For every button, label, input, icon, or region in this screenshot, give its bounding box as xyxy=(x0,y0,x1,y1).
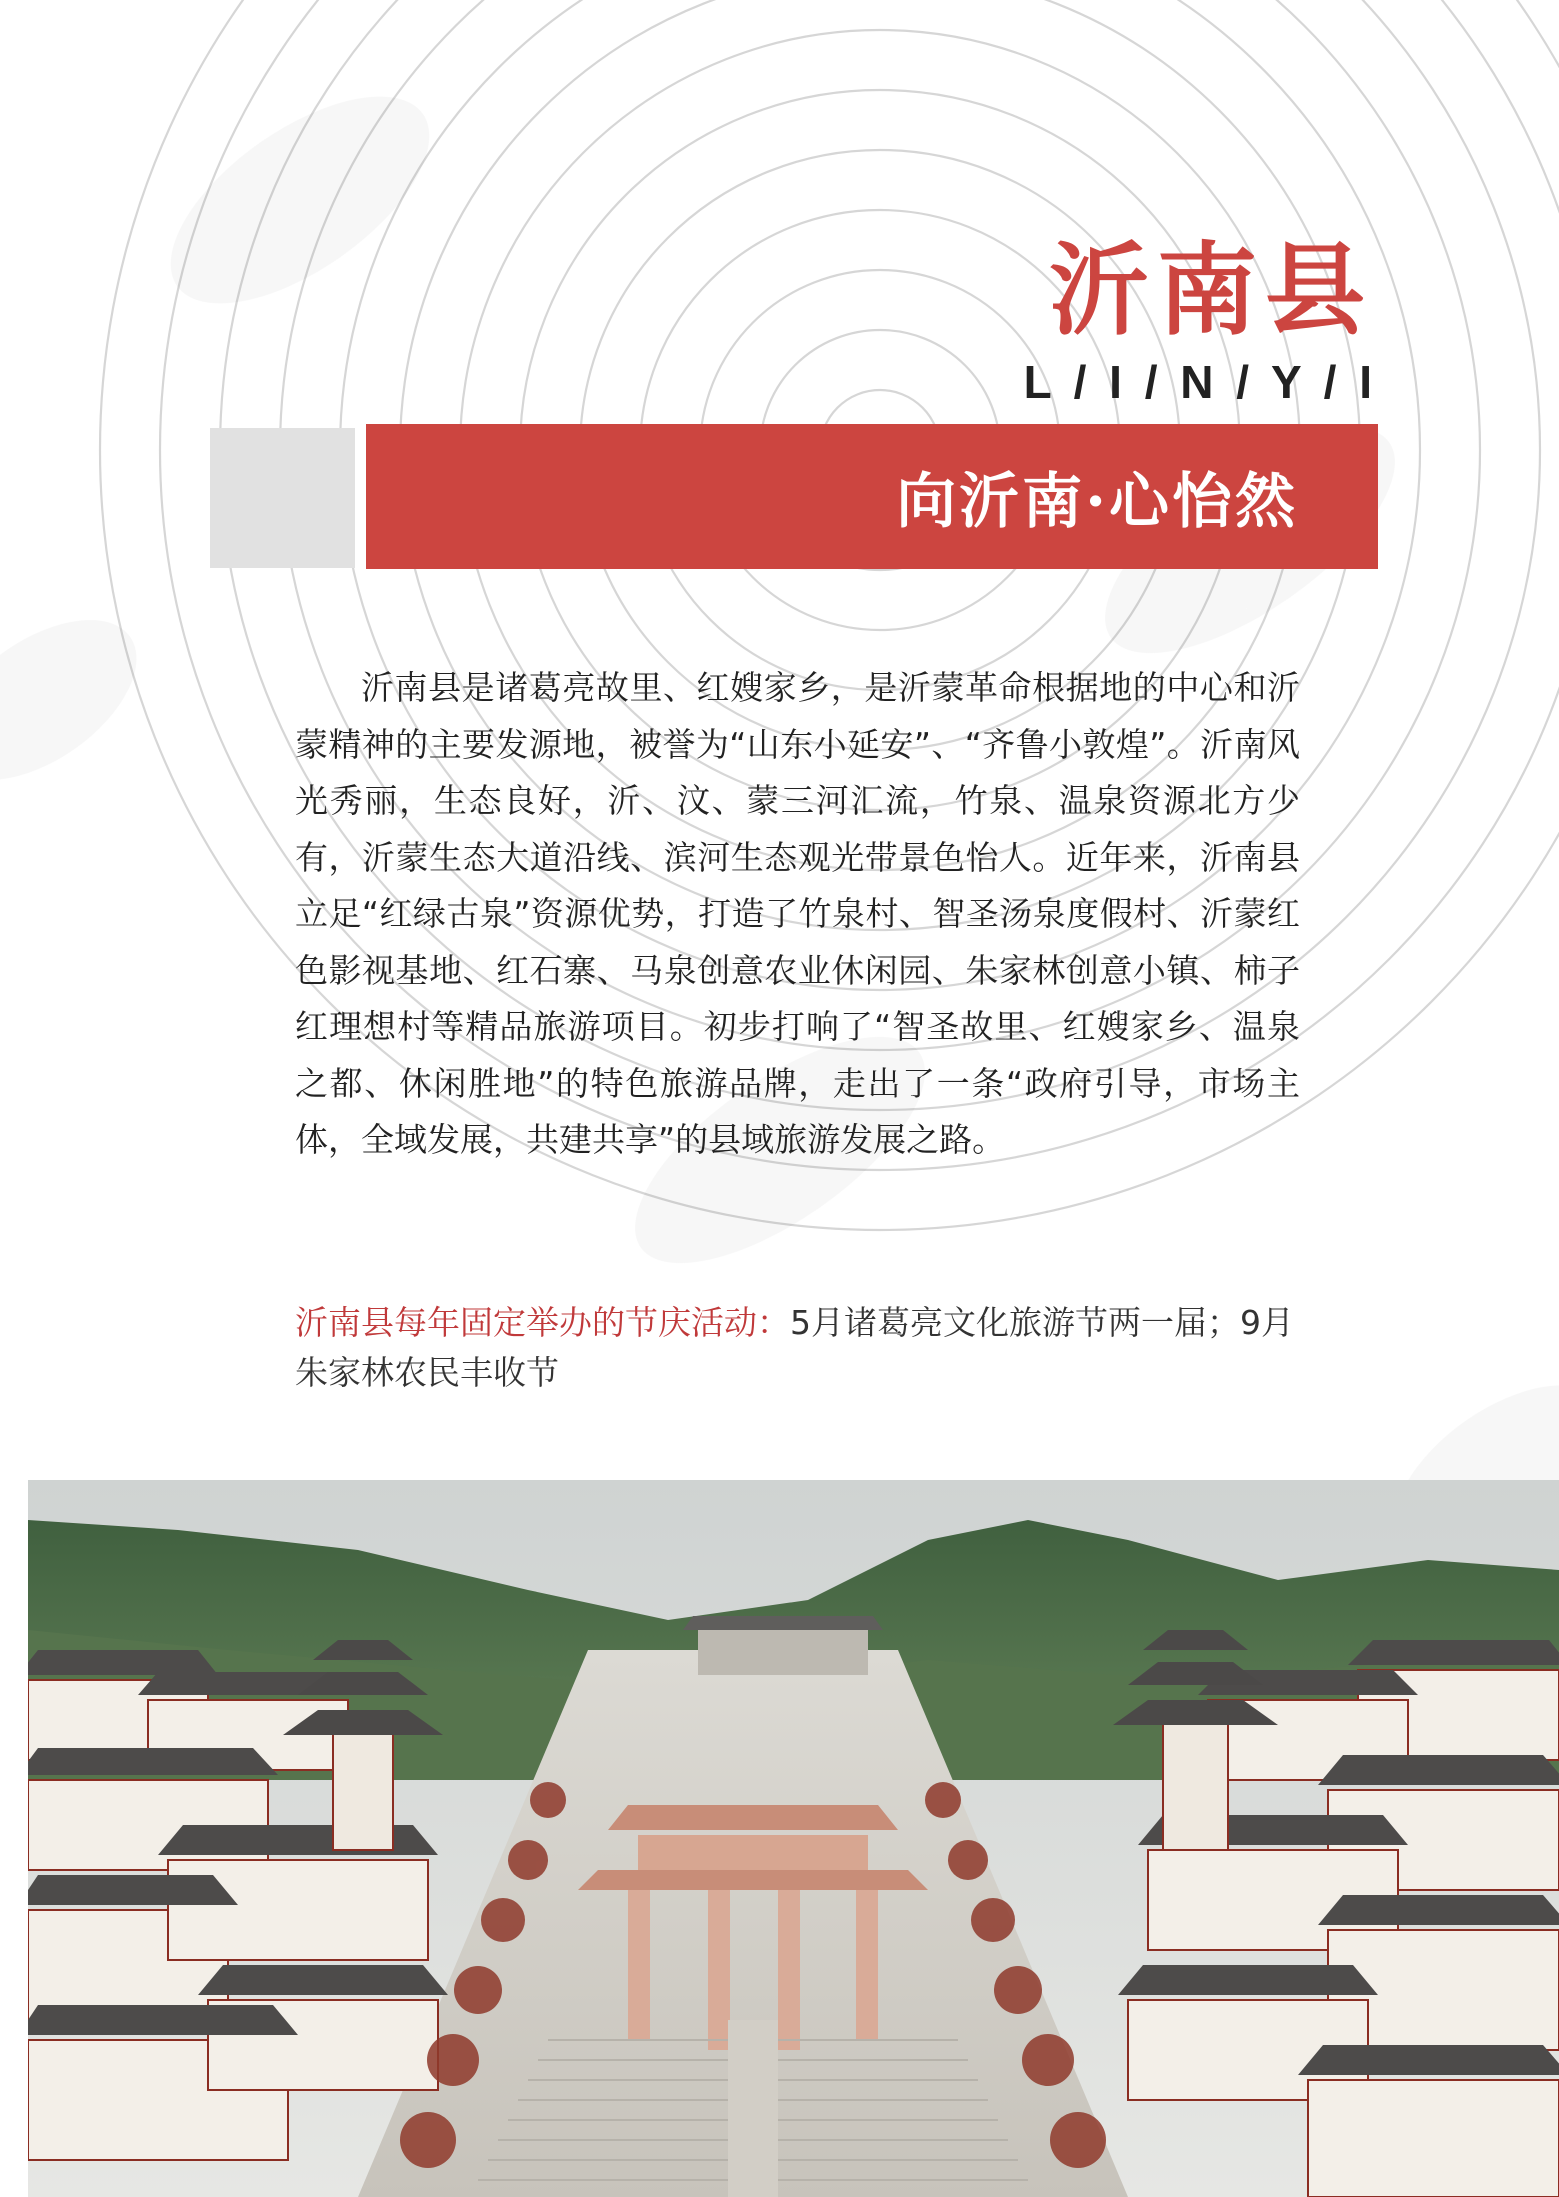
title-pinyin: L / I / N / Y / I xyxy=(1023,356,1377,408)
festival-label: 沂南县每年固定举办的节庆活动： xyxy=(295,1303,790,1342)
banner-gray-block xyxy=(210,428,355,568)
page-title: 沂南县 xyxy=(1049,231,1373,349)
intro-paragraph: 沂南县是诸葛亮故里、红嫂家乡，是沂蒙革命根据地的中心和沂蒙精神的主要发源地，被誉为“山东小延安”、“齐鲁小敦煌”。沂南风光秀丽，生态良好，沂、汶、蒙三河汇流，竹泉、温泉资源北方少有，沂蒙生态大道沿线、滨河生态观光带景色怡人。近年来，沂南县立足“红绿古泉”资源优势，打造了竹泉村、智圣汤泉度假村、沂蒙红色影视基地、红石寨、马泉创意农业休闲园、朱家林创意小镇、柿子红理想村等精品旅游项目。初步打响了“智圣故里、红嫂家乡、温泉之都、休闲胜地”的特色旅游品牌，走出了一条“政府引导，市场主体，全域发展，共建共享”的县域旅游发展之路。 xyxy=(295,668,1300,1159)
festival-text: 5月诸葛亮文化旅游节两一届；9月朱家林农民丰收节 xyxy=(295,1303,1294,1392)
photo-illustration xyxy=(28,1480,1559,2197)
ancient-town-photo xyxy=(28,1480,1559,2197)
festival-info xyxy=(295,1298,1300,1398)
slogan-banner xyxy=(366,424,1378,569)
slogan-text: 向沂南·心怡然 xyxy=(896,466,1298,537)
